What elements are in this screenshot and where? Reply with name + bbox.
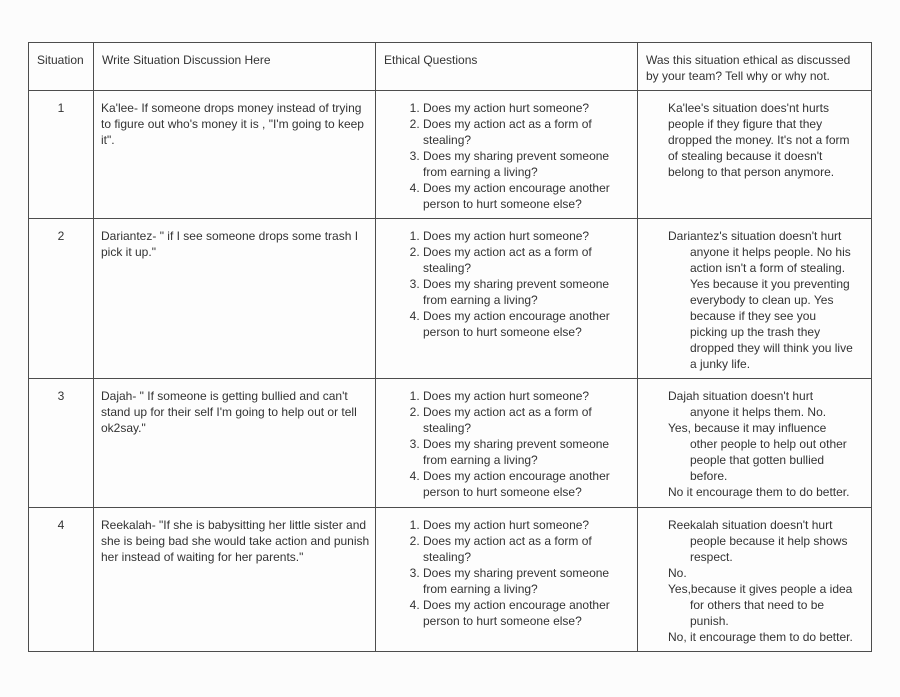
answer-line: Yes because it you preventing — [690, 277, 850, 291]
answer-line: Yes, because it may influence — [668, 421, 827, 435]
ethical-question-item: 4. Does my action encourage another person to hurt someone else? — [423, 180, 631, 212]
ethical-question-item: 2. Does my action act as a form of stealing? — [423, 116, 631, 148]
answer-line: action isn't a form of stealing. — [690, 261, 846, 275]
ethical-question-item: 2. Does my action act as a form of stealing? — [423, 404, 631, 436]
answer-line: belong to that person anymore. — [668, 165, 835, 179]
ethical-question-item: 4. Does my action encourage another person to hurt someone else? — [423, 308, 631, 340]
header-discussion: Write Situation Discussion Here — [94, 43, 376, 91]
ethical-question-item: 3. Does my sharing prevent someone from earning a living? — [423, 276, 631, 308]
situation-discussion: Reekalah- "If she is babysitting her little sister and she is being bad she would take action and punish her instead of waiting for her parents." — [94, 508, 376, 652]
ethical-questions-list — [376, 228, 631, 340]
ethical-questions-list — [376, 517, 631, 629]
table-row — [29, 508, 872, 652]
situation-number: 2 — [29, 219, 94, 379]
ethical-question-item: 4. Does my action encourage another person to hurt someone else? — [423, 468, 631, 500]
answer-line: Dariantez's situation doesn't hurt — [668, 229, 842, 243]
answer-line: punish. — [690, 614, 729, 628]
ethical-question-item: 3. Does my sharing prevent someone from earning a living? — [423, 565, 631, 597]
answer-line: Yes,because it gives people a idea — [668, 582, 853, 596]
ethical-question-item: 1. Does my action hurt someone? — [423, 517, 631, 533]
ethical-question-item: 1. Does my action hurt someone? — [423, 100, 631, 116]
header-ethical-questions: Ethical Questions — [376, 43, 638, 91]
answer-line: people if they figure that they — [668, 117, 823, 131]
answer-line: everybody to clean up. Yes — [690, 293, 834, 307]
ethical-question-item: 3. Does my sharing prevent someone from earning a living? — [423, 148, 631, 180]
answer-line: No it encourage them to do better. — [668, 485, 850, 499]
situation-number: 4 — [29, 508, 94, 652]
answer-line: anyone it helps people. No his — [690, 245, 851, 259]
team-answer-cell — [638, 379, 872, 508]
ethical-questions-list — [376, 100, 631, 212]
answer-line: picking up the trash they — [690, 325, 821, 339]
answer-line: for others that need to be — [690, 598, 825, 612]
answer-line: dropped they will think you live — [690, 341, 853, 355]
answer-line: before. — [690, 469, 728, 483]
ethical-question-item: 3. Does my sharing prevent someone from earning a living? — [423, 436, 631, 468]
ethical-question-item: 2. Does my action act as a form of stealing? — [423, 533, 631, 565]
ethical-questions-cell — [376, 91, 638, 219]
situation-number: 3 — [29, 379, 94, 508]
answer-line: anyone it helps them. No. — [690, 405, 827, 419]
ethics-worksheet-table — [28, 42, 872, 652]
situation-discussion: Dariantez- " if I see someone drops some trash I pick it up." — [94, 219, 376, 379]
answer-line: a junky life. — [690, 357, 751, 371]
situation-discussion: Ka'lee- If someone drops money instead of trying to figure out who's money it is , "I'm going to keep it". — [94, 91, 376, 219]
answer-line: of stealing because it doesn't — [668, 149, 823, 163]
team-answer-cell — [638, 219, 872, 379]
ethical-question-item: 2. Does my action act as a form of stealing? — [423, 244, 631, 276]
header-situation: Situation — [29, 43, 94, 91]
ethical-questions-list — [376, 388, 631, 500]
answer-line: No. — [668, 566, 687, 580]
answer-line: people because it help shows — [690, 534, 848, 548]
answer-line: dropped the money. It's not a form — [668, 133, 850, 147]
situation-discussion: Dajah- " If someone is getting bullied and can't stand up for their self I'm going to help out or tell ok2say." — [94, 379, 376, 508]
ethical-questions-cell — [376, 379, 638, 508]
table-row — [29, 91, 872, 219]
header-was-ethical: Was this situation ethical as discussed by your team? Tell why or why not. — [638, 43, 872, 91]
answer-line: Dajah situation doesn't hurt — [668, 389, 814, 403]
answer-line: Ka'lee's situation does'nt hurts — [668, 101, 829, 115]
situation-number: 1 — [29, 91, 94, 219]
table-row — [29, 219, 872, 379]
answer-line: people that gotten bullied — [690, 453, 825, 467]
answer-line: because if they see you — [690, 309, 817, 323]
team-answer-cell — [638, 91, 872, 219]
team-answer-cell — [638, 508, 872, 652]
ethical-questions-cell — [376, 219, 638, 379]
ethical-question-item: 1. Does my action hurt someone? — [423, 228, 631, 244]
ethical-question-item: 4. Does my action encourage another person to hurt someone else? — [423, 597, 631, 629]
table-header-row — [29, 43, 872, 91]
answer-line: respect. — [690, 550, 733, 564]
answer-line: Reekalah situation doesn't hurt — [668, 518, 833, 532]
table-row — [29, 379, 872, 508]
ethical-question-item: 1. Does my action hurt someone? — [423, 388, 631, 404]
answer-line: No, it encourage them to do better. — [668, 630, 853, 644]
ethical-questions-cell — [376, 508, 638, 652]
answer-line: other people to help out other — [690, 437, 847, 451]
